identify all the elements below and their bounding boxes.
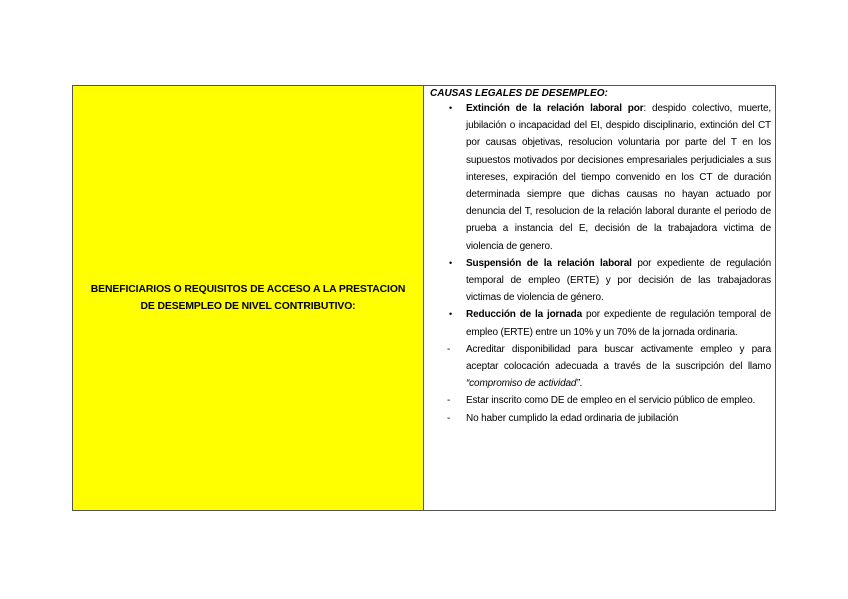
causes-list [430, 100, 771, 427]
item-text [466, 341, 771, 393]
item-tail-text: . [579, 378, 583, 390]
right-cell [424, 86, 775, 510]
item-body-text: No haber cumplido la edad ordinaria de jubilación [466, 412, 679, 424]
list-item [430, 410, 771, 427]
item-body-text: por expediente de regulación temporal de empleo (ERTE) y por decisión de las trabajadoras victimas de violencia de género. [466, 257, 771, 304]
bullet-marker: • [449, 257, 453, 268]
item-text [466, 410, 771, 427]
item-body-text: Acreditar disponibilidad para buscar activamente empleo y para aceptar colocación adecuada a través de la suscripción del llamo [466, 343, 771, 373]
item-text [466, 306, 771, 340]
bullet-marker: • [449, 103, 453, 113]
item-text [466, 100, 771, 255]
item-bold-text: Suspensión de la relación laboral [466, 257, 632, 269]
dash-marker: - [447, 395, 451, 407]
list-item [430, 341, 771, 393]
dash-marker: - [447, 343, 451, 355]
list-item [430, 306, 771, 340]
item-italic-text: “compromiso de actividad” [466, 378, 580, 390]
item-text [466, 392, 771, 409]
list-item [430, 255, 771, 307]
item-body-text: : despido colectivo, muerte, jubilación o incapacidad del EI, despido disciplinario, extinción del CT por causas objetivas, resolucion voluntaria por parte del T en los supuestos motivados por decisiones empresariales perjudiciales a sus intereses, expiración del tiempo convenido en los CT de duración determinada siempre que dichas causas no hayan actuado por denuncia del T, resolucion de la relación laboral durante el periodo de prueba a instancia del E, decisión de la trabajadora victima de violencia de genero. [466, 103, 771, 252]
causes-title: CAUSAS LEGALES DE DESEMPLEO: [430, 88, 608, 99]
item-bold-text: Extinción de la relación laboral por [466, 103, 644, 114]
item-body-text: por expediente de regulación temporal de empleo (ERTE) entre un 10% y un 70% de la jornada ordinaria. [466, 309, 772, 338]
list-item [430, 392, 771, 409]
left-cell [73, 86, 424, 510]
dash-marker: - [447, 412, 451, 424]
item-body-text: Estar inscrito como DE de empleo en el servicio público de empleo. [466, 395, 756, 407]
list-item [430, 100, 771, 255]
beneficiaries-label: BENEFICIARIOS O REQUISITOS DE ACCESO A LA PRESTACION DE DESEMPLEO DE NIVEL CONTRIBUTIVO: [90, 284, 406, 312]
item-bold-text: Reducción de la jornada [466, 309, 583, 321]
item-text [466, 255, 771, 307]
requirements-table [72, 85, 776, 511]
bullet-marker: • [449, 309, 453, 320]
